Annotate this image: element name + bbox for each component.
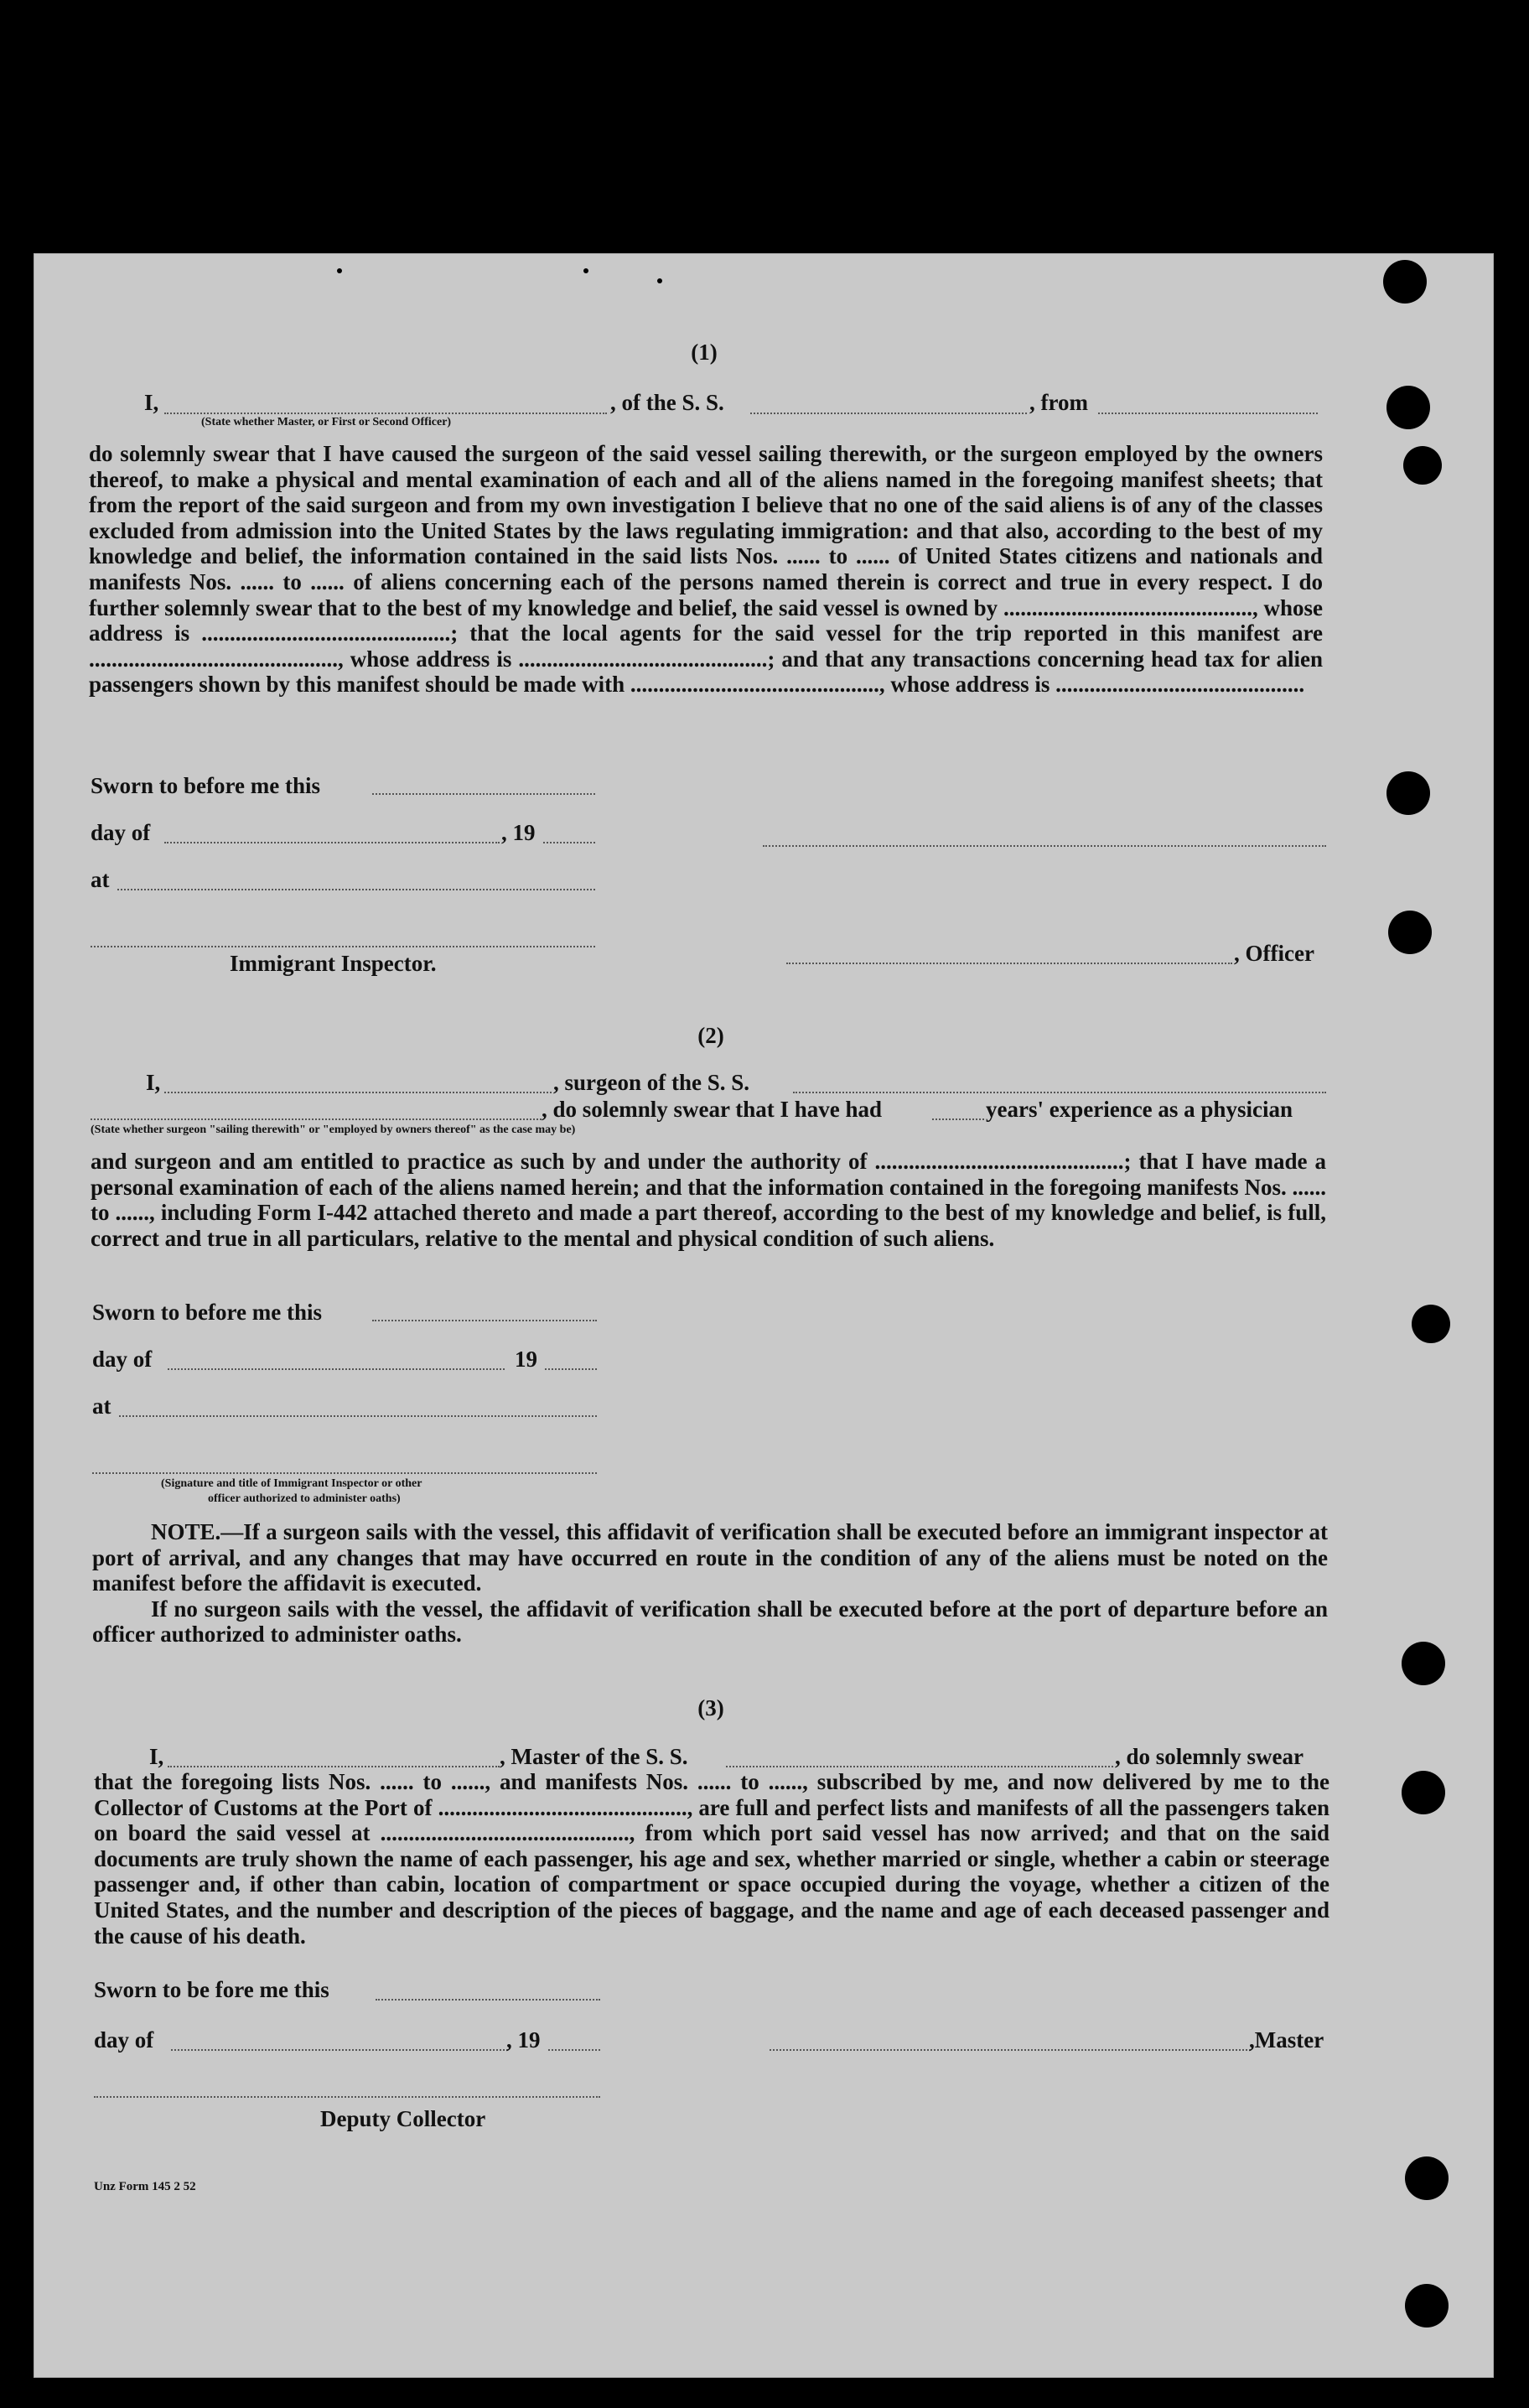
binder-hole bbox=[1405, 2284, 1449, 2328]
binder-hole bbox=[1402, 1771, 1445, 1814]
signature-field[interactable] bbox=[92, 1472, 597, 1474]
binder-hole bbox=[1403, 446, 1442, 485]
surgeon-name-field[interactable] bbox=[164, 1092, 552, 1093]
swear-label: , do solemnly swear bbox=[1115, 1744, 1304, 1769]
surgeon-note: (State whether surgeon "sailing therewith" or "employed by owners thereof" as the case may be) bbox=[91, 1124, 576, 1136]
binder-hole bbox=[1405, 2156, 1449, 2200]
day-of-field-2[interactable] bbox=[168, 1368, 505, 1370]
signature-note-2: officer authorized to administer oaths) bbox=[208, 1492, 401, 1505]
sworn-label: Sworn to before me this bbox=[91, 773, 320, 798]
surgeon-of-label: , surgeon of the S. S. bbox=[553, 1070, 750, 1095]
year-label: , 19 bbox=[506, 2027, 541, 2053]
day-of-field[interactable] bbox=[164, 842, 500, 843]
at-place-field[interactable] bbox=[117, 889, 595, 890]
of-the-ss-label: , of the S. S. bbox=[610, 390, 724, 415]
immigrant-inspector-label: Immigrant Inspector. bbox=[230, 951, 437, 976]
vessel-name-field-2[interactable] bbox=[793, 1092, 1326, 1093]
paper-speck bbox=[583, 268, 588, 273]
officer-title-field[interactable] bbox=[786, 963, 1232, 964]
officer-note: (State whether Master, or First or Second Officer) bbox=[201, 416, 452, 428]
binder-hole bbox=[1386, 771, 1430, 815]
day-of-label: day of bbox=[94, 2027, 154, 2053]
inspector-signature-field[interactable] bbox=[91, 946, 595, 947]
section3-body: that the foregoing lists Nos. ...... to ......, and manifests Nos. ...... to ......, subscribed by me, and now delivered by me to the Collector of Customs at the Port of ............................................, are full and perfect lists and manifests of all the passengers taken on board the said vessel at ............................................, from which port said vessel has now arrived; and that on the said documents are truly shown the name of each passenger, his age and sex, whether married or single, whether a cabin or steerage passenger and, if other than cabin, location of compartment or space occupied during the voyage, whether a citizen of the United States, and the number and description of the pieces of baggage, and the name and age of each deceased passenger and the cause of his death. bbox=[94, 1769, 1329, 1949]
year-field-3[interactable] bbox=[548, 2049, 600, 2051]
note-paragraph-1: NOTE.—If a surgeon sails with the vessel, this affidavit of verification shall be executed before an immigrant inspector at port of arrival, and any changes that may have occurred en route in the condition of any of the aliens must be noted on the manifest before the affidavit is executed. bbox=[92, 1519, 1328, 1596]
officer-name-field[interactable] bbox=[164, 413, 607, 414]
year-field-2[interactable] bbox=[545, 1368, 597, 1370]
section-number: (3) bbox=[697, 1695, 724, 1720]
day-of-label: day of bbox=[92, 1347, 153, 1372]
at-label: at bbox=[91, 867, 110, 892]
paper-speck bbox=[337, 268, 342, 273]
vessel-name-field[interactable] bbox=[750, 413, 1027, 414]
year-label: 19 bbox=[515, 1347, 537, 1372]
master-signature-field[interactable] bbox=[770, 2049, 1251, 2051]
i-label: I, bbox=[144, 390, 159, 415]
surgeon-type-field[interactable] bbox=[91, 1118, 542, 1120]
paper-speck bbox=[657, 278, 662, 283]
binder-hole bbox=[1386, 386, 1430, 429]
sworn-date-field[interactable] bbox=[372, 793, 595, 795]
i-label: I, bbox=[146, 1070, 161, 1095]
section1-body: do solemnly swear that I have caused the surgeon of the said vessel sailing therewith, or the surgeon employed by the owners thereof, to make a physical and mental examination of each and all of the aliens named in the foregoing manifest sheets; that from the report of the said surgeon and from my own investigation I believe that no one of the said aliens is of any of the classes excluded from admission into the United States by the laws regulating immigration: and that also, according to the best of my knowledge and belief, the information contained in the said lists Nos. ...... to ...... of United States citizens and nationals and manifests Nos. ...... to ...... of aliens concerning each of the persons named therein is correct and true in every respect. I do further solemnly swear that to the best of my knowledge and belief, the said vessel is owned by ............................................, whose address is ............................................; that the local agents for the said vessel for the trip reported in this manifest are ............................................, whose address is ............................................; and that any transactions concerning head tax for alien passengers shown by this manifest should be made with ............................................, whose address is ............................................ bbox=[89, 441, 1323, 698]
section2-body: and surgeon and am entitled to practice as such by and under the authority of ............................................; that I have made a personal examination of each of the aliens named herein; and that the information contained in the foregoing manifests Nos. ...... to ......, including Form I-442 attached thereto and made a part thereof, according to the best of my knowledge and belief, is full, correct and true in all particulars, relative to the mental and physical condition of such aliens. bbox=[91, 1149, 1326, 1251]
binder-hole bbox=[1383, 260, 1427, 304]
swear-label: , do solemnly swear that I have had bbox=[542, 1097, 883, 1122]
i-label: I, bbox=[149, 1744, 164, 1769]
from-label: , from bbox=[1029, 390, 1088, 415]
deputy-signature-field[interactable] bbox=[94, 2096, 600, 2098]
year-field[interactable] bbox=[543, 842, 595, 843]
officer-signature-field[interactable] bbox=[763, 845, 1326, 847]
signature-note-1: (Signature and title of Immigrant Inspector or other bbox=[161, 1477, 422, 1490]
master-of-label: , Master of the S. S. bbox=[500, 1744, 688, 1769]
officer-label: , Officer bbox=[1234, 941, 1314, 966]
year-label: , 19 bbox=[501, 820, 536, 845]
vessel-name-field-3[interactable] bbox=[726, 1766, 1113, 1767]
note-paragraph-2: If no surgeon sails with the vessel, the affidavit of verification shall be executed before at the port of departure before an officer authorized to administer oaths. bbox=[92, 1596, 1328, 1648]
binder-hole bbox=[1402, 1642, 1445, 1685]
years-field[interactable] bbox=[932, 1118, 984, 1120]
master-label: ,Master bbox=[1249, 2027, 1324, 2053]
note-block bbox=[92, 1519, 1328, 1648]
sworn-date-field-2[interactable] bbox=[372, 1320, 597, 1321]
section-number: (2) bbox=[697, 1023, 724, 1048]
at-label: at bbox=[92, 1393, 111, 1419]
form-number: Unz Form 145 2 52 bbox=[94, 2180, 196, 2193]
binder-hole bbox=[1388, 911, 1432, 954]
day-of-field-3[interactable] bbox=[171, 2049, 508, 2051]
section-number: (1) bbox=[691, 340, 718, 365]
master-name-field[interactable] bbox=[168, 1766, 500, 1767]
day-of-label: day of bbox=[91, 820, 151, 845]
deputy-collector-label: Deputy Collector bbox=[320, 2106, 486, 2131]
sworn-label: Sworn to be fore me this bbox=[94, 1977, 329, 2002]
binder-hole bbox=[1412, 1305, 1450, 1343]
port-from-field[interactable] bbox=[1098, 413, 1318, 414]
sworn-label: Sworn to before me this bbox=[92, 1300, 322, 1325]
at-place-field-2[interactable] bbox=[119, 1415, 597, 1417]
sworn-date-field-3[interactable] bbox=[376, 1999, 600, 2001]
experience-label: years' experience as a physician bbox=[986, 1097, 1293, 1122]
